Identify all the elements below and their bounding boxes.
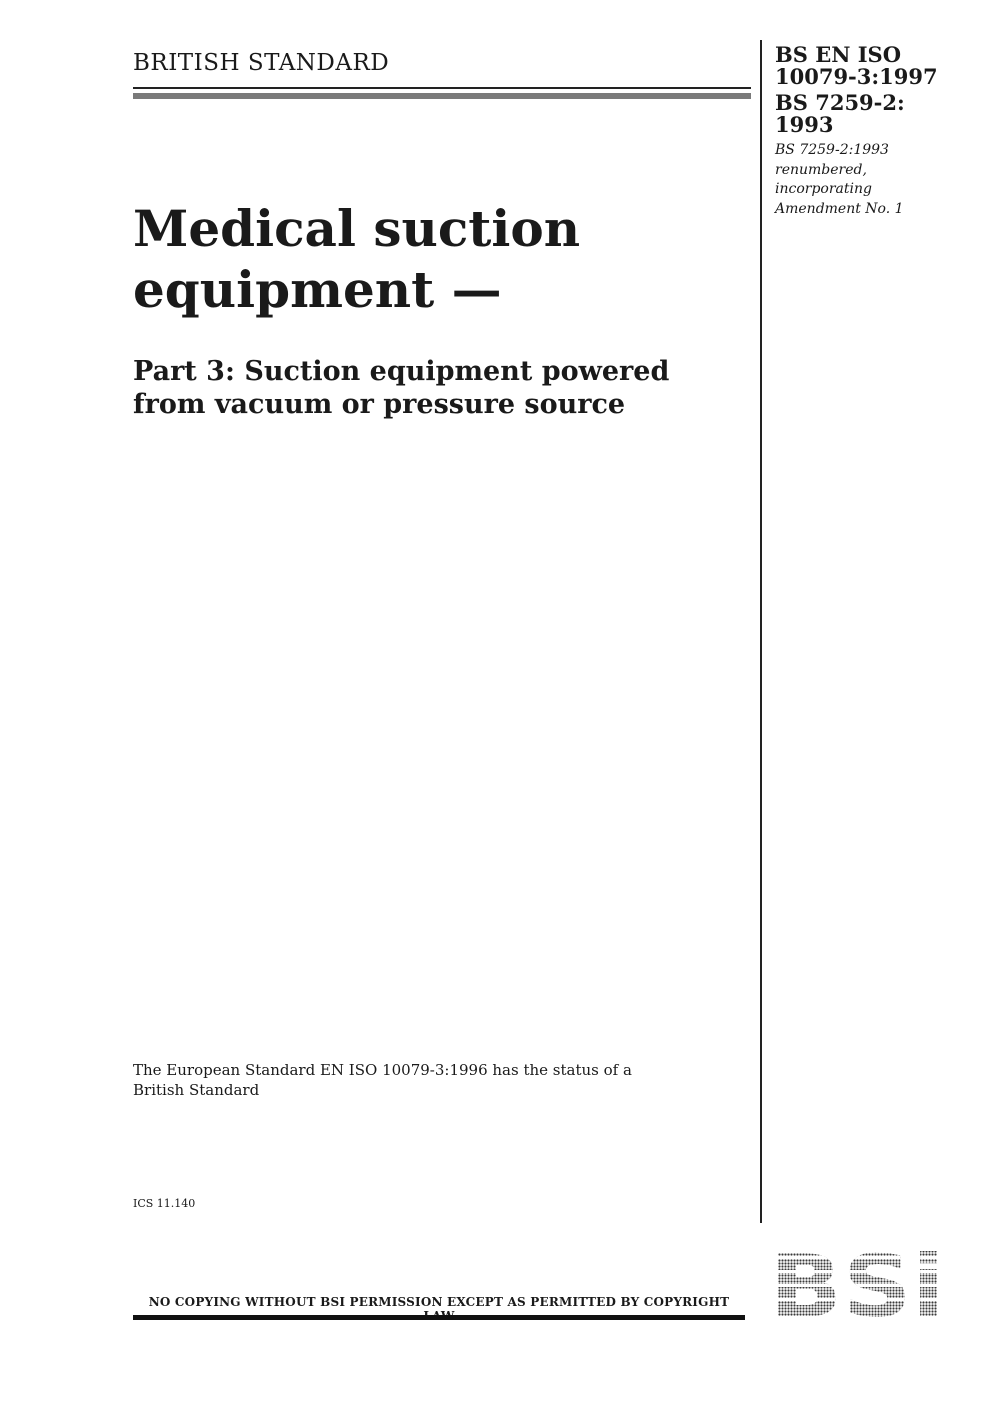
status-statement: The European Standard EN ISO 10079-3:1996 has the status of a British Standard [133,1061,632,1099]
document-type-label: BRITISH STANDARD [133,50,390,76]
document-subtitle: Part 3: Suction equipment powered from vacuum or pressure source [133,356,670,420]
header-rule-thick [133,93,751,99]
standard-number-secondary: BS 7259-2: 1993 [775,90,905,137]
bsi-logo-icon [769,1244,945,1322]
copyright-notice: NO COPYING WITHOUT BSI PERMISSION EXCEPT AS PERMITTED BY COPYRIGHT [148,1295,730,1309]
standard-identifiers [775,44,985,219]
column-divider [760,40,762,1223]
document-title: Medical suction equipment — [133,199,581,319]
renumbering-note: BS 7259-2:1993 renumbered, incorporating Amendment No. 1 [775,142,904,217]
footer-rule [133,1315,745,1320]
ics-code: ICS 11.140 [133,1197,196,1210]
standard-number-primary: BS EN ISO 10079-3:1997 [775,42,938,89]
header-rule-thin [133,87,751,89]
